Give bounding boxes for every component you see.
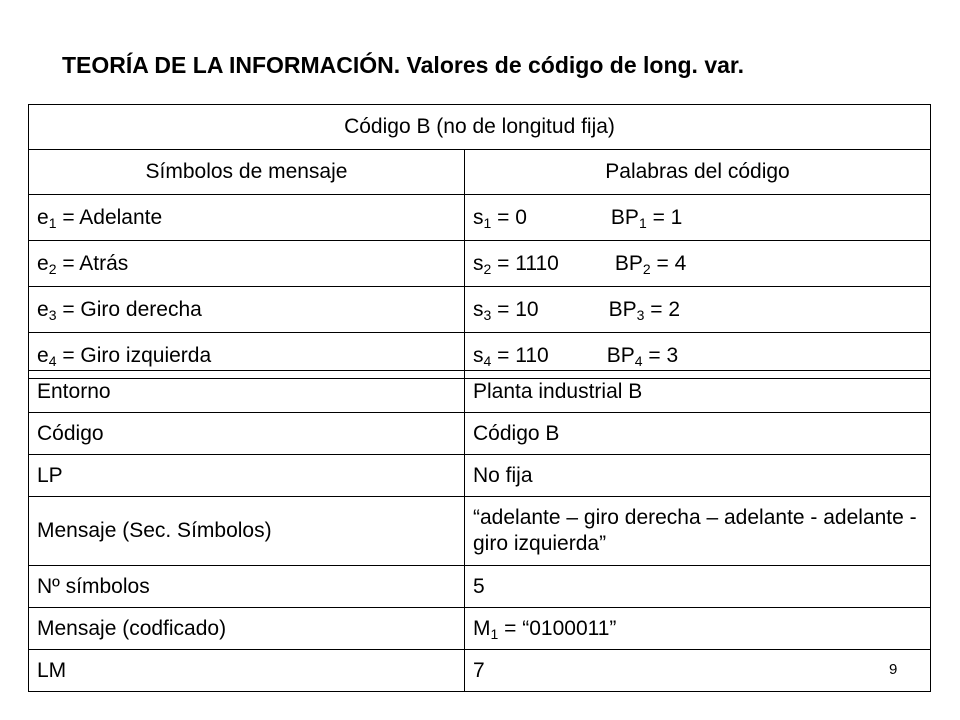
symbol-cell: $e_4$ = Giro izquierda	[29, 333, 465, 379]
header-code-words: Palabras del código	[465, 150, 931, 195]
table-row	[29, 413, 931, 455]
codeword-cell: $s_3 = 10$ $BP_3 = 2$	[465, 287, 931, 333]
info-value: No fija	[465, 455, 931, 497]
table-row	[29, 566, 931, 608]
info-label: Mensaje (codficado)	[29, 608, 465, 650]
info-label: Mensaje (Sec. Símbolos)	[29, 497, 465, 566]
codeword-cell: $s_4 = 110$ $BP_4 = 3$	[465, 333, 931, 379]
info-table	[28, 370, 931, 692]
table-row	[29, 455, 931, 497]
table-row	[29, 497, 931, 566]
code-table	[28, 104, 931, 379]
codeword-cell: $s_1 = 0$ $BP_1 = 1$	[465, 195, 931, 241]
info-label: LP	[29, 455, 465, 497]
info-value: Código B	[465, 413, 931, 455]
info-label: Nº símbolos	[29, 566, 465, 608]
codeword-cell: $s_2 = 1110$ $BP_2 = 4$	[465, 241, 931, 287]
code-table-header-row	[29, 150, 931, 195]
info-label: LM	[29, 650, 465, 692]
table-row	[29, 371, 931, 413]
info-label: Código	[29, 413, 465, 455]
info-value: “adelante – giro derecha – adelante - adelante - giro izquierda”	[465, 497, 931, 566]
table-row	[29, 608, 931, 650]
info-value: 7	[465, 650, 931, 692]
header-message-symbols: Símbolos de mensaje	[29, 150, 465, 195]
page-number: 9	[889, 661, 898, 678]
code-table-caption: Código B (no de longitud fija)	[29, 105, 931, 150]
code-table-caption-row	[29, 105, 931, 150]
info-label: Entorno	[29, 371, 465, 413]
table-row	[29, 287, 931, 333]
table-row	[29, 195, 931, 241]
info-value: 5	[465, 566, 931, 608]
table-row	[29, 650, 931, 692]
symbol-cell: $e_1$ = Adelante	[29, 195, 465, 241]
info-value: $M_1$ = “0100011”	[465, 608, 931, 650]
slide-title: TEORÍA DE LA INFORMACIÓN. Valores de código de long. var.	[62, 52, 744, 78]
symbol-cell: $e_2$ = Atrás	[29, 241, 465, 287]
table-row	[29, 241, 931, 287]
symbol-cell: $e_3$ = Giro derecha	[29, 287, 465, 333]
info-value: Planta industrial B	[465, 371, 931, 413]
